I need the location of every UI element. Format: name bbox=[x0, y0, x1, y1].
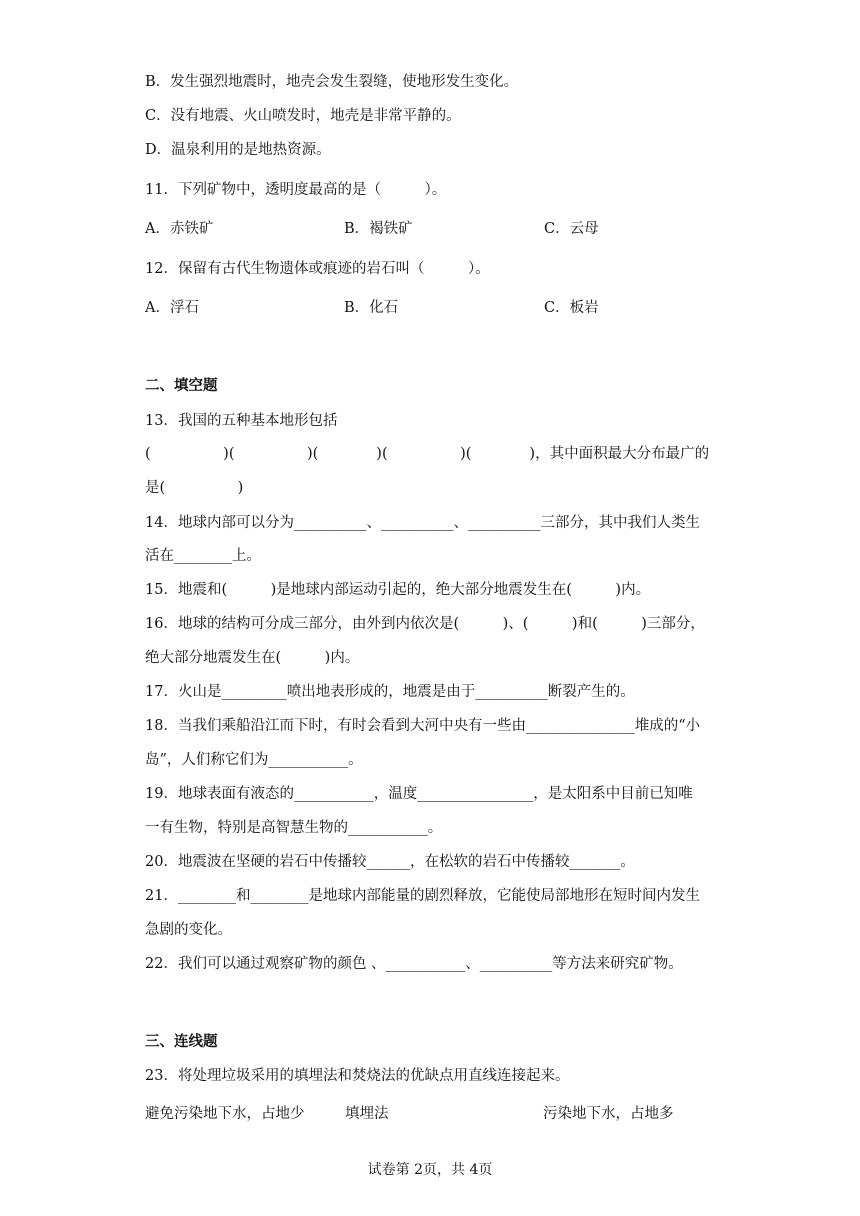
q11-option-a: A．赤铁矿 bbox=[145, 221, 214, 237]
q23-stem: 23．将处理垃圾采用的填埋法和焚烧法的优缺点用直线连接起来。 bbox=[145, 1068, 570, 1084]
q22-line-1: 22．我们可以通过观察矿物的颜色 、___________、__________等方法来研究矿物。 bbox=[145, 956, 683, 972]
q21-line-1: 21．________和________是地球内部能量的剧烈释放，它能使局部地形在短时间内发生 bbox=[145, 888, 700, 904]
q21-line-2: 急剧的变化。 bbox=[145, 922, 232, 938]
page-footer: 试卷第 2页，共 4页 bbox=[367, 1162, 493, 1178]
q11-stem: 11．下列矿物中，透明度最高的是（ ）。 bbox=[145, 182, 447, 198]
q15-line-1: 15．地震和( )是地球内部运动引起的，绝大部分地震发生在( )内。 bbox=[145, 582, 651, 598]
q12-option-a: A．浮石 bbox=[145, 300, 199, 316]
q11-option-c: C．云母 bbox=[544, 221, 599, 237]
q11-option-b: B．褐铁矿 bbox=[344, 221, 413, 237]
q16-line-2: 绝大部分地震发生在( )内。 bbox=[145, 650, 360, 666]
q23-middle-item: 填埋法 bbox=[345, 1106, 389, 1122]
q19-line-2: 一有生物，特别是高智慧生物的___________。 bbox=[145, 820, 443, 836]
q10-option-b: B．发生强烈地震时，地壳会发生裂缝，使地形发生变化。 bbox=[145, 74, 519, 90]
q16-line-1: 16．地球的结构可分成三部分，由外到内依次是( )、( )和( )三部分， bbox=[145, 616, 705, 632]
q23-right-item: 污染地下水，占地多 bbox=[543, 1106, 674, 1122]
q14-line-2: 活在________上。 bbox=[145, 548, 261, 564]
q23-left-item: 避免污染地下水，占地少 bbox=[145, 1106, 305, 1122]
q10-option-c: C．没有地震、火山喷发时，地壳是非常平静的。 bbox=[145, 108, 461, 124]
q19-line-1: 19．地球表面有液态的___________，温度________________，是太阳系中目前已知唯 bbox=[145, 786, 693, 802]
q13-line-1: 13．我国的五种基本地形包括 bbox=[145, 413, 338, 429]
q17-line-1: 17．火山是_________喷出地表形成的，地震是由于__________断裂产生的。 bbox=[145, 684, 635, 700]
q13-line-3: 是( ) bbox=[145, 480, 244, 496]
q18-line-1: 18．当我们乘船沿江而下时，有时会看到大河中央有一些由_______________堆成的“小 bbox=[145, 718, 701, 734]
q12-option-b: B．化石 bbox=[344, 300, 399, 316]
q12-stem: 12．保留有古代生物遗体或痕迹的岩石叫（ ）。 bbox=[145, 261, 490, 277]
q20-line-1: 20．地震波在坚硬的岩石中传播较______，在松软的岩石中传播较_______。 bbox=[145, 854, 635, 870]
q14-line-1: 14．地球内部可以分为__________、__________、__________三部分，其中我们人类生 bbox=[145, 515, 700, 531]
q12-option-c: C．板岩 bbox=[544, 300, 599, 316]
q18-line-2: 岛”，人们称它们为___________。 bbox=[145, 752, 363, 768]
q10-option-d: D．温泉利用的是地热资源。 bbox=[145, 142, 331, 158]
q13-line-2: ( )( )( )( )( )，其中面积最大分布最广的 bbox=[145, 446, 710, 462]
section-matching-title: 三、连线题 bbox=[145, 1034, 218, 1050]
section-fill-in-title: 二、填空题 bbox=[145, 378, 218, 394]
